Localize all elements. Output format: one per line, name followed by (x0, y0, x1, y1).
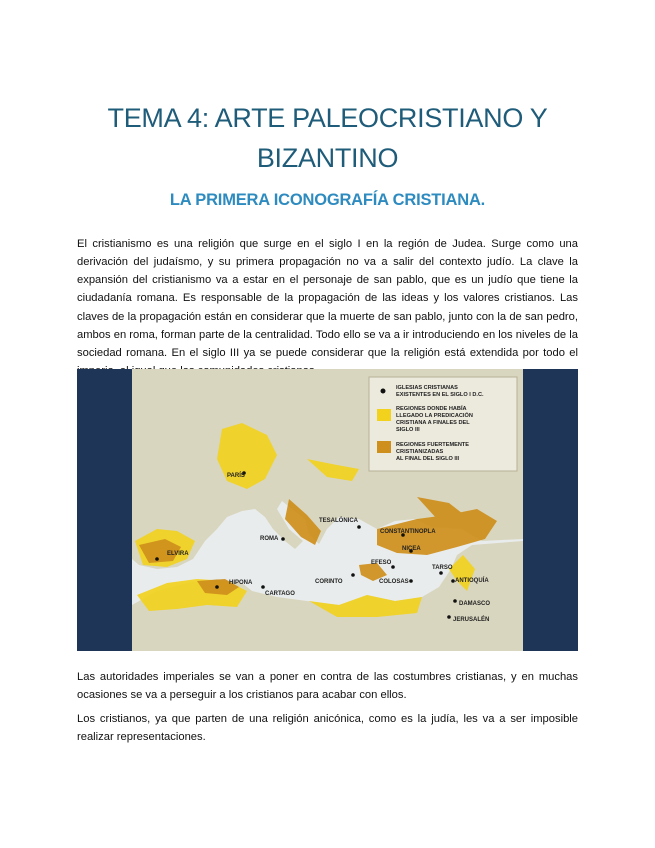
legend-orange-label-3: AL FINAL DEL SIGLO III (396, 456, 460, 462)
city-dot-corinto (351, 573, 355, 577)
map-figure (77, 369, 578, 651)
legend-yellow-label-4: SIGLO III (396, 427, 420, 433)
legend-yellow-label-1: REGIONES DONDE HABÍA (396, 406, 467, 412)
city-dot-hipona (215, 585, 219, 589)
city-dot-colosas (409, 579, 413, 583)
city-dot-tesalonica (357, 525, 361, 529)
legend-orange-label-2: CRISTIANIZADAS (396, 449, 444, 455)
city-dot-damasco (453, 599, 457, 603)
city-label-paris: PARÍS (227, 473, 245, 479)
city-label-tarso: TARSO (432, 565, 453, 571)
city-label-roma: ROMA (260, 536, 279, 542)
paragraph-aniconic: Los cristianos, ya que parten de una religión anicónica, como es la judía, les va a ser imposible realizar representaciones. (77, 713, 578, 744)
city-label-colosas: COLOSAS (379, 579, 409, 585)
city-dot-elvira (155, 557, 159, 561)
legend-yellow-label-2: LLEGADO LA PREDICACIÓN (396, 413, 473, 419)
city-label-efeso: EFESO (371, 560, 392, 566)
paragraph-intro: El cristianismo es una religión que surge en el siglo I en la región de Judea. Surge como una derivación del judaísmo, y su primera propagación no va a salir del contexto judío. La clave la expansión del cristianismo va a estar en el personaje de san pablo, que es un judío que tiene la ciudadanía romana. Es responsable de la propagación de las ideas y los valores cristianos. Las claves de la propagación están en considerar que la muerte de san pablo, junto con la de san pedro, ambos en roma, forman parte de la centralidad. Todo ello se va a ir introduciendo en los niveles de la sociedad romana. En el siglo III ya se puede considerar que la religión está extendida por todo el (77, 238, 578, 359)
city-label-elvira: ELVIRA (167, 551, 189, 557)
city-label-tesalonica: TESALÓNICA (319, 518, 358, 524)
paragraph-persecution: Las autoridades imperiales se van a poner en contra de las costumbres cristianas, y en muchas ocasiones se va a perseguir a los cristianos para acabar con ellos. (77, 671, 578, 702)
legend-dot-icon (381, 389, 386, 394)
city-label-nicea: NICEA (402, 546, 421, 552)
city-label-damasco: DAMASCO (459, 601, 490, 607)
legend-orange-swatch (377, 441, 391, 453)
legend-yellow-swatch (377, 409, 391, 421)
city-dot-roma (281, 537, 285, 541)
city-label-constantinopla: CONSTANTINOPLA (380, 529, 436, 535)
page-title: TEMA 4: ARTE PALEOCRISTIANO Y BIZANTINO (107, 103, 548, 174)
legend-orange-label-1: REGIONES FUERTEMENTE (396, 442, 470, 448)
city-label-hipona: HIPONA (229, 580, 253, 586)
map-illustration (77, 369, 578, 651)
legend-dot-label-1: IGLESIAS CRISTIANAS (396, 385, 458, 391)
city-label-cartago: CARTAGO (265, 591, 295, 597)
city-dot-tarso (439, 571, 443, 575)
legend-yellow-label-3: CRISTIANA A FINALES DEL (396, 420, 470, 426)
city-label-jerusalen: JERUSALÉN (453, 617, 490, 623)
city-label-corinto: CORINTO (315, 579, 343, 585)
city-dot-efeso (391, 565, 395, 569)
section-subtitle: LA PRIMERA ICONOGRAFÍA CRISTIANA. (169, 190, 486, 209)
city-label-antioquia: ANTIOQUÍA (455, 578, 489, 584)
city-dot-jerusalen (447, 615, 451, 619)
city-dot-cartago (261, 585, 265, 589)
legend-dot-label-2: EXISTENTES EN EL SIGLO I D.C. (396, 392, 484, 398)
